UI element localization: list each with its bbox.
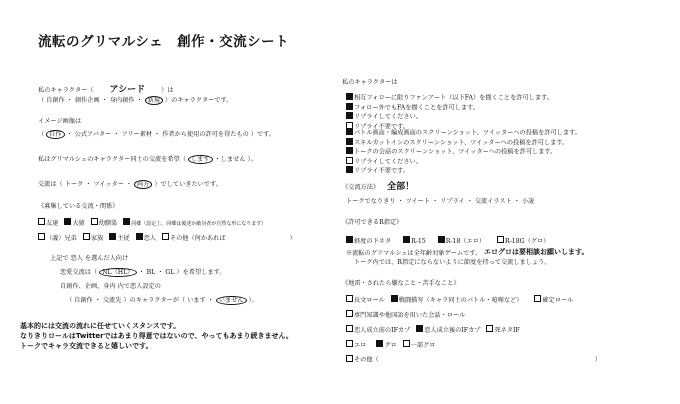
relation-row-2 xyxy=(38,233,300,242)
checkbox-icon xyxy=(38,218,45,225)
creation-type-line xyxy=(38,98,232,104)
permission-item[interactable]: リプライ不要です。 xyxy=(346,166,581,176)
love-type-line xyxy=(60,270,225,276)
checkbox-checked-icon xyxy=(391,295,398,302)
love-partner-selected: いません xyxy=(216,296,247,305)
checkbox-checked-icon xyxy=(136,233,143,240)
permission-item[interactable]: スキルカットインのスクリーンショット、ツイッターへの投稿を許可します。 xyxy=(346,138,581,148)
dislikes-other[interactable] xyxy=(346,355,601,364)
fan-art-permissions xyxy=(346,93,553,131)
dislikes-row-4 xyxy=(346,340,439,349)
permission-item[interactable]: リプライしてください。 xyxy=(346,157,581,167)
dislikes-heading: 《地雷・されたら嫌なこと・苦手なこと》 xyxy=(342,280,460,287)
dislike-option[interactable]: 長文ロール xyxy=(346,297,385,304)
dislike-option[interactable]: 恋人成立前のIFカプ xyxy=(346,327,410,334)
r-rating-option[interactable]: R-18G（グロ） xyxy=(497,238,549,245)
relation-option[interactable]: その他（何かあれば ） xyxy=(162,235,296,242)
checkbox-checked-icon xyxy=(346,166,353,173)
checkbox-icon xyxy=(346,355,353,362)
relation-option[interactable]: 幼馴染 xyxy=(91,220,118,227)
dislikes-row-1 xyxy=(346,295,577,304)
exchange-wish-tail: ・しません ）。 xyxy=(214,156,257,163)
checkbox-checked-icon xyxy=(403,236,410,243)
exchange-medium-selected: 両方 xyxy=(134,180,152,189)
right-heading: 私のキャラクターは xyxy=(342,79,398,86)
checkbox-checked-icon xyxy=(346,128,353,135)
permission-item[interactable]: フォロー外でもFAを描くことを許可します。 xyxy=(346,103,553,113)
dislikes-other-label: その他（ xyxy=(354,356,379,364)
my-character-line xyxy=(38,86,174,95)
relation-option[interactable]: 大猿 xyxy=(64,220,84,227)
relation-option[interactable]: 主従 xyxy=(109,235,129,242)
love-type-text: 恋愛交流は（ xyxy=(60,269,98,276)
checkbox-icon xyxy=(346,325,353,332)
exchange-wish-line xyxy=(38,157,257,163)
r-notice-2: トーク内では、R指定にならないように節度を持って交流しましょう。 xyxy=(354,259,551,266)
r-rating-option[interactable]: R-18（エロ） xyxy=(438,238,485,245)
love-heading: 上記で 恋人 を選んだ人向け xyxy=(50,255,129,262)
exchange-medium-text: 交流は（ トーク ・ ツイッター ・ xyxy=(38,181,133,188)
r-rating-row xyxy=(346,236,553,245)
my-character-open: 私のキャラクター（ xyxy=(38,87,94,94)
checkbox-icon xyxy=(162,233,169,240)
dislike-option[interactable]: 専門知識や他国語を用いた会話・ロール xyxy=(346,312,465,319)
love-partner-text: （ 自創作 ・ 交流先 ）のキャラクターが（ います ・ xyxy=(66,297,214,304)
method-list: トークでなりきり ・ ツイート ・ リプライ ・ 交流イラスト ・ 小説 xyxy=(346,198,535,205)
image-source-options: ・ 公式アバター ・ フリー素材 ・ 作者から使用の許可を得たもの ）です。 xyxy=(66,131,276,138)
page-title: 流転のグリマルシェ 創作・交流シート xyxy=(38,34,290,50)
permission-item[interactable]: リプライしてください。 xyxy=(346,112,553,122)
creation-type-options: （ 自創作 ・ 創作企画 ・ 身内創作 ・ xyxy=(38,97,143,104)
creation-type-selected: 新規 xyxy=(145,96,163,105)
dislikes-row-3 xyxy=(346,325,524,334)
r-rating-note: エログロは要相談お願いします。 xyxy=(484,248,589,256)
relation-row-1 xyxy=(38,218,270,227)
checkbox-checked-icon xyxy=(346,103,353,110)
checkbox-icon xyxy=(346,157,353,164)
permission-item[interactable]: リプライ不要です。 xyxy=(346,122,553,132)
dislike-option[interactable]: エロ xyxy=(346,342,366,349)
relation-option[interactable]: 恋人 xyxy=(136,235,156,242)
love-partner-line xyxy=(66,298,258,304)
note-line-3: トークでキャラ交流できると嬉しいです。 xyxy=(20,342,153,350)
love-setting-line: 自創作、企画、身内 内で恋人設定の xyxy=(60,283,161,290)
relation-option[interactable]: 家族 xyxy=(83,235,103,242)
exchange-wish-text: 私はグリマルシェのキャラクター同士の交流を希望（ xyxy=(38,156,186,163)
method-line xyxy=(342,183,414,192)
relation-option[interactable]: 同郷（設定上、同郷は後述か敵対者が自然な形になります） xyxy=(123,220,266,227)
exchange-medium-tail: ）でしていきたいです。 xyxy=(154,181,222,188)
checkbox-icon xyxy=(346,295,353,302)
checkbox-icon xyxy=(534,295,541,302)
dislike-option[interactable]: 確定ロール xyxy=(534,297,573,304)
checkbox-icon xyxy=(91,218,98,225)
checkbox-checked-icon xyxy=(438,236,445,243)
dislikes-other-close: ） xyxy=(594,356,601,364)
method-value: 全部！ xyxy=(387,182,415,192)
r-notice-1: ※流転のグリマルシェは全年齢対象ゲームです。 xyxy=(346,250,482,257)
image-source-open: （ xyxy=(38,131,45,138)
r-rating-heading: 《許可できるR指定》 xyxy=(342,219,403,226)
dislike-option[interactable]: 死ネタIF xyxy=(486,327,519,334)
checkbox-icon xyxy=(38,233,45,240)
love-type-tail: ・ BL ・ GL ）を希望します。 xyxy=(138,269,226,276)
relation-option[interactable]: 友達 xyxy=(38,220,58,227)
checkbox-icon xyxy=(497,236,504,243)
image-source-line xyxy=(38,132,275,138)
image-source-selected: 自作 xyxy=(46,130,64,139)
permission-item[interactable]: バトル画面・編成画面のスクリーンショット、ツイッターへの投稿を許可します。 xyxy=(346,128,581,138)
r-rating-option[interactable]: R-15 xyxy=(403,238,426,245)
my-character-close: ）は xyxy=(161,87,174,94)
method-heading: 《交流方法》 xyxy=(342,184,380,191)
character-name: アシード xyxy=(109,85,146,95)
dislike-option[interactable]: グロ xyxy=(376,342,396,349)
dislike-option[interactable]: 戦闘描写（キャラ同士のバトル・喧嘩など） xyxy=(391,297,523,304)
love-partner-tail: ）。 xyxy=(248,297,258,304)
permission-item[interactable]: 相互フォローに限りファンアート（以下FA）を描くことを許可します。 xyxy=(346,93,553,103)
checkbox-checked-icon xyxy=(346,93,353,100)
love-type-selected: NL（HL） xyxy=(99,268,136,277)
image-heading: イメージ画像は xyxy=(38,118,82,125)
dislikes-row-2 xyxy=(346,310,469,319)
checkbox-checked-icon xyxy=(376,340,383,347)
checkbox-checked-icon xyxy=(123,218,130,225)
checkbox-icon xyxy=(346,310,353,317)
relation-heading: 《募集している交流・関係》 xyxy=(38,203,119,210)
exchange-wish-selected: します xyxy=(188,155,213,164)
permission-item[interactable]: トークの会話のスクリーンショット、ツイッターへの投稿を許可します。 xyxy=(346,147,581,157)
screenshot-permissions xyxy=(346,128,581,176)
checkbox-checked-icon xyxy=(109,233,116,240)
exchange-medium-line xyxy=(38,182,222,188)
relation-option[interactable]: （義）兄弟 xyxy=(38,235,77,242)
note-line-2: なりきりロールはTwitterではあまり得意ではないので、やってもあまり続きません。 xyxy=(20,332,293,340)
checkbox-icon xyxy=(486,325,493,332)
checkbox-checked-icon xyxy=(64,218,71,225)
dislike-option[interactable]: 一部グロ xyxy=(403,342,436,349)
checkbox-checked-icon xyxy=(346,138,353,145)
creation-type-tail: ）のキャラクターです。 xyxy=(164,97,233,104)
note-line-1: 基本的には交流の流れに任せていくスタンスです。 xyxy=(20,322,181,330)
checkbox-checked-icon xyxy=(346,147,353,154)
checkbox-icon xyxy=(403,340,410,347)
r-rating-option[interactable]: 軽度の下ネタ xyxy=(346,238,391,245)
checkbox-checked-icon xyxy=(416,325,423,332)
checkbox-icon xyxy=(346,340,353,347)
checkbox-checked-icon xyxy=(346,236,353,243)
checkbox-checked-icon xyxy=(346,112,353,119)
checkbox-icon xyxy=(83,233,90,240)
dislike-option[interactable]: 恋人成立後のIFカプ xyxy=(416,327,480,334)
